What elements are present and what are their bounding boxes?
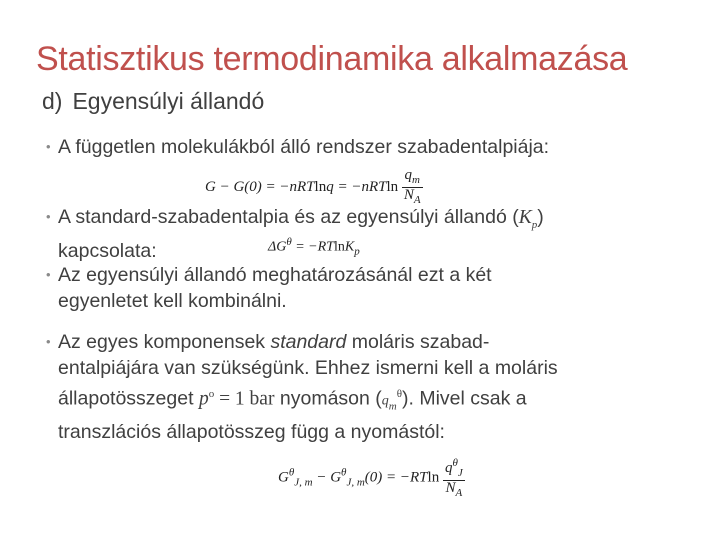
bullet-dot-icon: •: [46, 139, 51, 154]
fraction: $\frac{q_m}{N_A}$: [403, 167, 421, 206]
bullet-3-text: Az egyensúlyi állandó meghatározásánál ezt a két egyenletet kell kombinálni.: [58, 264, 492, 312]
fraction: $\frac{q^\theta_J}{N_A}$: [444, 457, 463, 499]
bullet-dot-icon: •: [46, 209, 51, 224]
subtitle-text: Egyensúlyi állandó: [72, 88, 265, 114]
formula-free-enthalpy: G − G(0) = −nRTlnq = −nRTln $\frac{q_m}{N_A}$: [205, 167, 421, 206]
bullet-3: [46, 262, 706, 314]
subtitle-label: d): [42, 88, 63, 114]
slide-title: Statisztikus termodinamika alkalmazása: [36, 40, 628, 78]
bullet-dot-icon: •: [46, 334, 51, 349]
top-bar: [0, 0, 720, 28]
bullet-4-text: Az egyes komponensek standard moláris szabad- entalpiájára van szükségünk. Ehhez ismerni kell a moláris állapotösszeget $p^o = 1$ bar nyomáson $(q_m^\theta)$. Mivel csak a transzlációs állapotösszeg függ a nyomástól:: [58, 331, 558, 444]
bullet-dot-icon: •: [46, 267, 51, 282]
slide-subtitle: [42, 88, 264, 115]
bullet-1-text: A független molekulákból álló rendszer szabadentalpiája:: [58, 136, 550, 158]
bullet-2: [46, 204, 706, 264]
formula-molar-free-enthalpy: $G^\theta_{J, m} - G^\theta_{J, m}(0) = -RTln$ $\frac{q^\theta_J}{N_A}$: [278, 457, 463, 499]
formula-standard-free-enthalpy: $\Delta G^\theta = -RTlnK_p$: [268, 236, 360, 258]
bullet-1: [46, 134, 706, 160]
bullet-4: [46, 329, 706, 445]
bullet-2-text: A standard-szabadentalpia és az egyensúlyi állandó $(K_p)$ kapcsolata:: [58, 206, 544, 262]
